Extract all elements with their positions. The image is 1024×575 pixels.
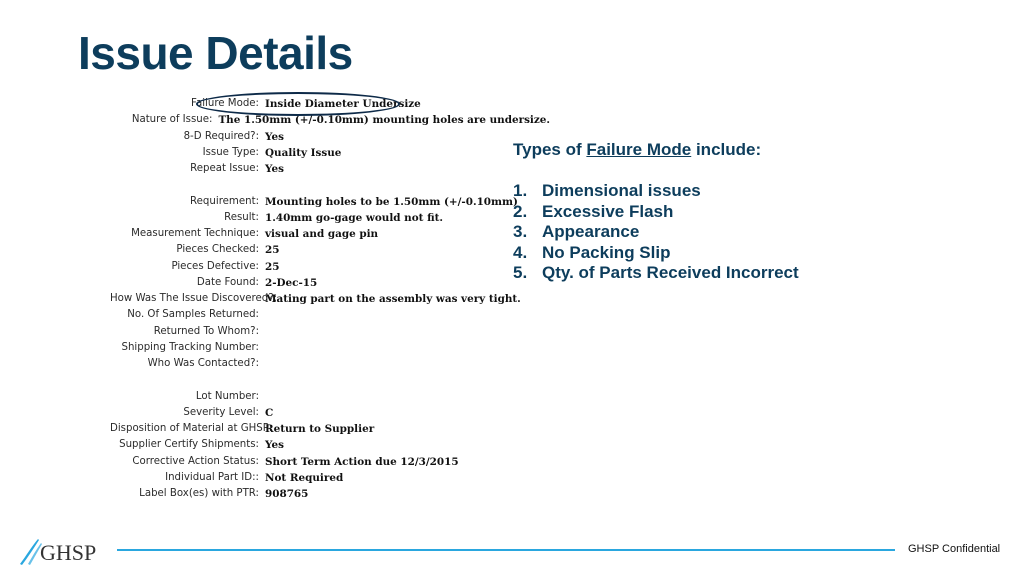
failure-mode-types-heading	[513, 140, 799, 160]
confidential-label: GHSP Confidential	[908, 543, 1001, 555]
field-row	[110, 405, 550, 421]
field-label: Repeat Issue:	[190, 163, 259, 174]
field-label: No. Of Samples Returned:	[127, 309, 259, 321]
field-value: Mounting holes to be 1.50mm (+/-0.10mm)	[265, 195, 518, 208]
field-row	[110, 177, 550, 193]
field-value: Yes	[265, 163, 284, 175]
failure-mode-types-panel	[513, 140, 799, 284]
types-item-text: Qty. of Parts Received Incorrect	[542, 263, 799, 282]
types-list-item	[513, 263, 799, 284]
field-label: Requirement:	[190, 195, 259, 207]
field-label: Who Was Contacted?:	[147, 358, 259, 369]
types-heading-emphasis: Failure Mode	[586, 140, 692, 159]
failure-mode-highlight-oval	[196, 92, 400, 116]
field-label: Pieces Checked:	[176, 244, 259, 256]
types-item-number: 4.	[513, 242, 528, 262]
field-value: Inside Diameter Undersize	[265, 98, 421, 110]
field-value: Return to Supplier	[265, 423, 375, 435]
field-value: The 1.50mm (+/-0.10mm) mounting holes are undersize.	[218, 114, 550, 127]
field-label	[110, 177, 259, 193]
field-row	[110, 194, 550, 210]
field-label: Disposition of Material at GHSP:	[110, 423, 273, 434]
field-row	[110, 307, 550, 323]
field-value: 2-Dec-15	[265, 276, 318, 289]
types-heading-suffix: include:	[691, 140, 762, 159]
field-row	[110, 226, 550, 242]
field-value: Quality Issue	[265, 146, 342, 159]
field-row	[110, 356, 550, 372]
field-row	[110, 486, 550, 502]
field-value: Not Required	[265, 471, 344, 484]
types-item-text: Dimensional issues	[542, 181, 701, 200]
field-row	[110, 324, 550, 340]
types-list-item	[513, 243, 799, 264]
field-row	[110, 389, 550, 405]
field-row	[110, 145, 550, 161]
page-title: Issue Details	[78, 27, 353, 79]
field-value: 25	[265, 244, 280, 257]
field-label: Supplier Certify Shipments:	[119, 439, 259, 451]
field-label: Lot Number:	[195, 390, 259, 402]
field-value: Mating part on the assembly was very tight.	[265, 293, 521, 305]
field-value: 25	[265, 260, 280, 273]
types-item-number: 2.	[513, 201, 528, 221]
types-item-text: Excessive Flash	[542, 201, 674, 221]
types-heading-prefix: Types of	[513, 140, 587, 159]
types-item-text: Appearance	[542, 222, 640, 241]
field-row	[110, 161, 550, 177]
field-row	[110, 454, 550, 470]
field-value: 908765	[265, 488, 309, 500]
field-label: How Was The Issue Discovered?:	[110, 293, 278, 304]
field-row	[110, 437, 550, 453]
field-label: Date Found:	[196, 276, 259, 288]
types-item-number: 1.	[513, 181, 528, 200]
field-value: Yes	[265, 130, 284, 143]
field-label: Shipping Tracking Number:	[121, 341, 259, 353]
types-item-number: 5.	[513, 263, 528, 282]
field-row	[110, 421, 550, 437]
field-value: C	[265, 406, 274, 419]
types-item-text: No Packing Slip	[542, 242, 671, 262]
field-label: Individual Part ID::	[165, 471, 259, 483]
field-value: Short Term Action due 12/3/2015	[265, 455, 459, 468]
types-list-item	[513, 181, 799, 202]
field-value: 1.40mm go-gage would not fit.	[265, 211, 444, 224]
field-label: Severity Level:	[183, 406, 259, 418]
field-row	[110, 291, 550, 307]
field-label: Nature of Issue:	[131, 114, 213, 126]
types-item-number: 3.	[513, 222, 528, 241]
field-row	[110, 242, 550, 258]
field-value: visual and gage pin	[265, 228, 379, 240]
ghsp-logo	[18, 536, 110, 566]
failure-mode-types-list	[513, 181, 799, 284]
field-row	[110, 470, 550, 486]
field-value: Yes	[265, 439, 284, 452]
field-row	[110, 210, 550, 226]
footer-divider	[117, 549, 895, 551]
field-label: Issue Type:	[202, 146, 259, 158]
field-row	[110, 129, 550, 145]
ghsp-logo-text: GHSP	[40, 540, 97, 565]
field-row	[110, 275, 550, 291]
field-label: Failure Mode:	[191, 98, 259, 109]
field-row	[110, 372, 550, 388]
field-row	[110, 259, 550, 275]
field-label: Label Box(es) with PTR:	[139, 488, 259, 499]
field-row	[110, 340, 550, 356]
field-label: Corrective Action Status:	[132, 455, 259, 467]
field-label: Pieces Defective:	[171, 260, 259, 272]
field-label	[110, 372, 259, 388]
types-list-item	[513, 202, 799, 223]
field-label: 8-D Required?:	[183, 130, 259, 142]
issue-fields-table	[110, 96, 550, 502]
field-label: Measurement Technique:	[131, 228, 259, 239]
field-label: Result:	[224, 211, 259, 223]
types-list-item	[513, 222, 799, 243]
field-label: Returned To Whom?:	[153, 325, 259, 337]
